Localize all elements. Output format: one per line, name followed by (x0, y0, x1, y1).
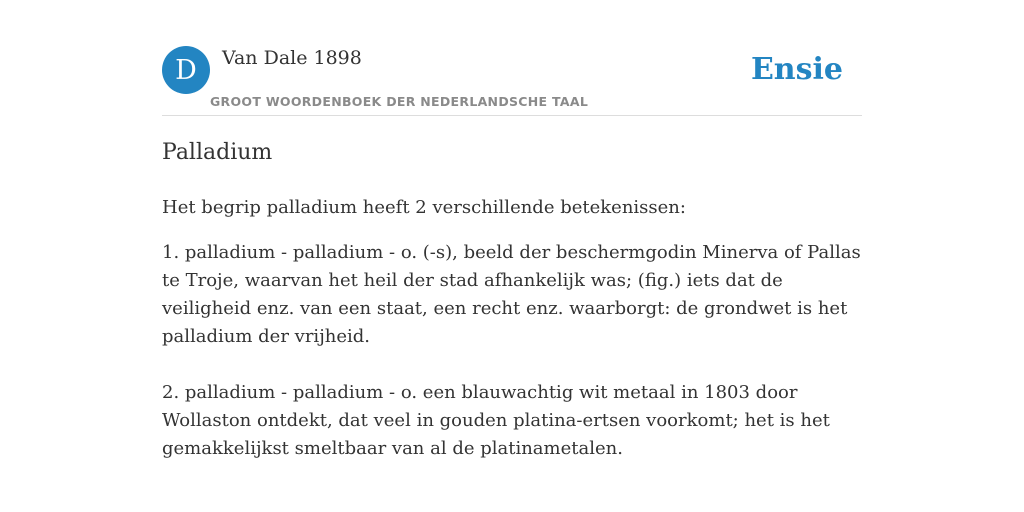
entry-term: Palladium (162, 140, 273, 165)
brand-logo[interactable]: Ensie (750, 52, 843, 87)
definition-item: 2. palladium - palladium - o. een blauwachtig wit metaal in 1803 door Wollaston ontdekt, dat veel in gouden platina-ertsen voorkomt; het is het gemakkelijkst smeltbaar van al de platinametalen. (162, 382, 830, 459)
source-avatar[interactable]: D (162, 46, 210, 94)
header (162, 44, 862, 116)
source-title[interactable]: Van Dale 1898 (222, 47, 362, 69)
definition-list (162, 239, 862, 491)
source-subtitle: GROOT WOORDENBOEK DER NEDERLANDSCHE TAAL (210, 94, 589, 109)
definition-item: 1. palladium - palladium - o. (-s), beeld der beschermgodin Minerva of Pallas te Troje, waarvan het heil der stad afhankelijk was; (fig.) iets dat de veiligheid enz. van een staat, een recht enz. waarborgt: de grondwet is het palladium der vrijheid. (162, 242, 861, 347)
entry-intro: Het begrip palladium heeft 2 verschillende betekenissen: (162, 197, 686, 218)
